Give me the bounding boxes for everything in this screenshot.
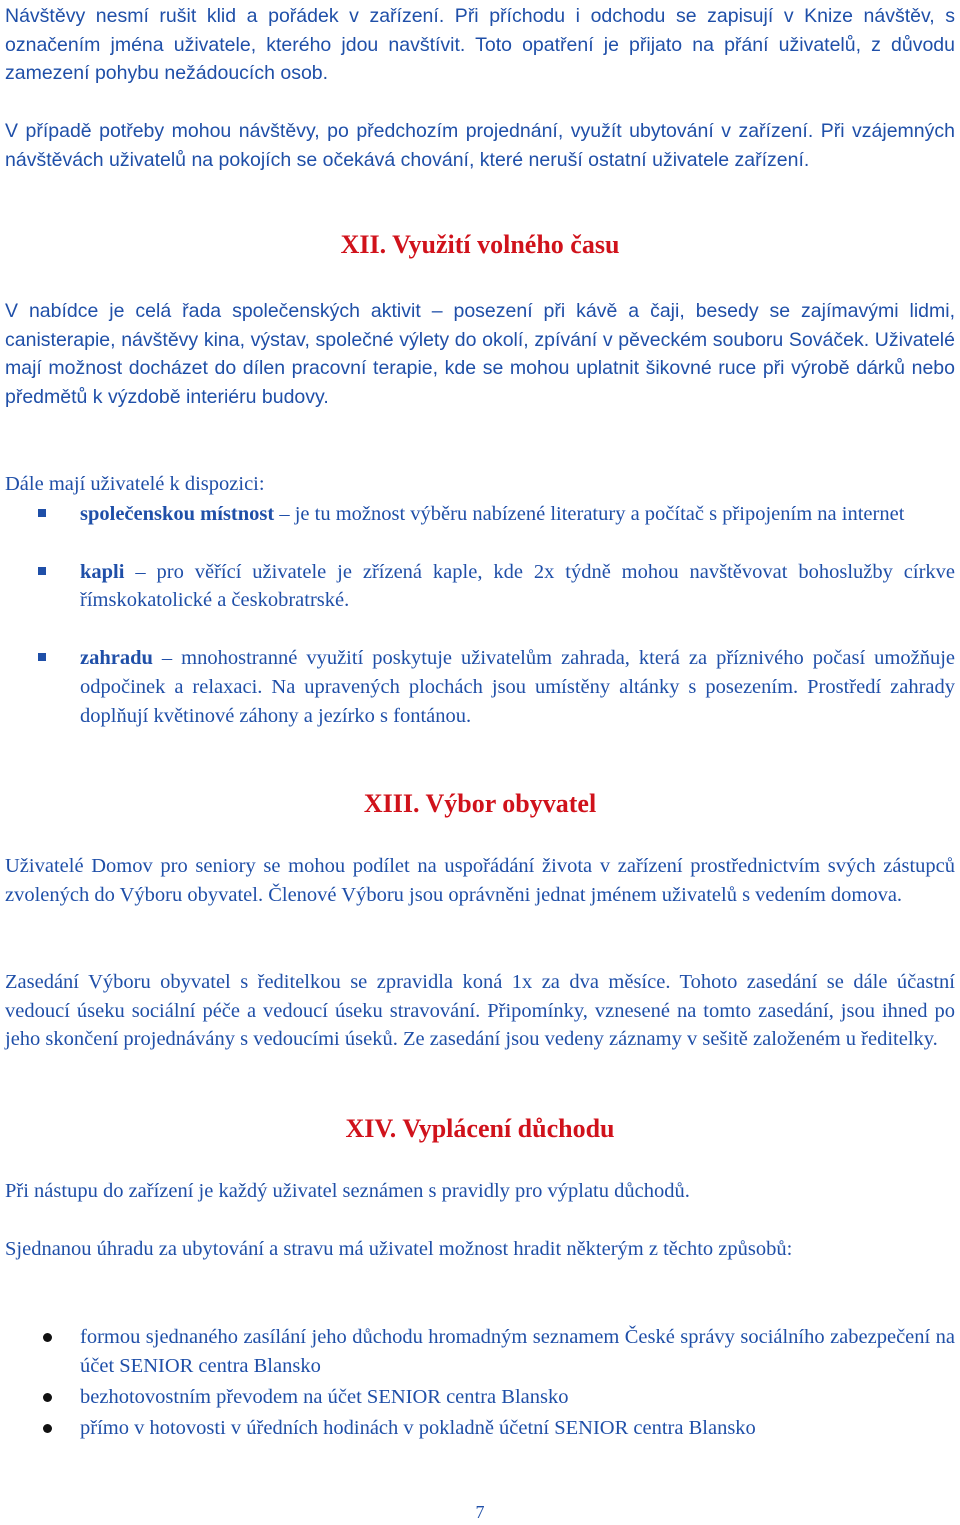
list-item — [5, 1383, 955, 1412]
list-item-text: bezhotovostním převodem na účet SENIOR centra Blansko — [80, 1386, 569, 1408]
square-bullet-icon — [38, 509, 46, 517]
list-item — [5, 558, 955, 615]
page-number: 7 — [475, 1502, 485, 1522]
list-item-text: – je tu možnost výběru nabízené literatury a počítač s připojením na internet — [279, 503, 905, 525]
section-heading-pension: XIV. Vyplácení důchodu — [345, 1114, 615, 1143]
section-heading-residents-committee: XIII. Výbor obyvatel — [363, 789, 597, 818]
list-item-term: kapli — [80, 560, 136, 583]
committee-paragraph-2: Zasedání Výboru obyvatel s ředitelkou se zpravidla koná 1x za dva měsíce. Tohoto zasedání se dále účastní vedoucí úseku sociální péče a vedoucí úseku stravování. Připomínky, vznesené na tomto zasedání, jsou ihned po jeho skončení projednávány s vedoucími úseků. Ze zasedání jsou vedeny záznamy v sešitě založeném u ředitelky. — [5, 971, 955, 1051]
bullet-dot-icon — [43, 1424, 52, 1433]
intro-paragraph-visits: Návštěvy nesmí rušit klid a pořádek v zařízení. Při příchodu i odchodu se zapisují v Knize návštěv, s označením jména uživatele, kterého jdou navštívit. Toto opatření je přijato na přání uživatelů, z důvodu zamezení pohybu nežádoucích osob. — [5, 5, 955, 85]
bullet-dot-icon — [43, 1393, 52, 1402]
list-item-text: – mnohostranné využití poskytuje uživatelům zahrada, která za příznivého počasí umožňuje odpočinek a relaxaci. Na upravených plochách jsou umístěny altánky s posezením. Prostředí zahrady doplňují květinové záhony a jezírko s fontánou. — [80, 647, 955, 727]
intro-paragraph-accommodation: V případě potřeby mohou návštěvy, po předchozím projednání, využít ubytování v zařízení. Při vzájemných návštěvách uživatelů na pokojích se očekává chování, které neruší ostatní uživatele zařízení. — [5, 120, 955, 171]
pension-paragraph-1: Při nástupu do zařízení je každý uživatel seznámen s pravidly pro výplatu důchodů. — [5, 1180, 690, 1202]
list-item-text: formou sjednaného zasílání jeho důchodu hromadným seznamem České správy sociálního zabezpečení na účet SENIOR centra Blansko — [80, 1326, 955, 1377]
list-item-term: zahradu — [80, 647, 162, 670]
committee-paragraph-1: Uživatelé Domov pro seniory se mohou podílet na uspořádání života v zařízení prostřednictvím svých zástupců zvolených do Výboru obyvatel. Členové Výboru jsou oprávněni jednat jménem uživatelů s vedením domova. — [5, 855, 955, 906]
section-heading-leisure: XII. Využití volného času — [340, 230, 620, 259]
list-item — [5, 1323, 955, 1381]
list-item — [5, 1414, 955, 1443]
list-item-text: – pro věřící uživatele je zřízená kaple, kde 2x týdně mohou navštěvovat bohoslužby církve římskokatolické a českobratrské. — [80, 560, 955, 612]
list-item — [5, 644, 955, 730]
leisure-paragraph: V nabídce je celá řada společenských aktivit – posezení při kávě a čaji, besedy se zajímavými lidmi, canisterapie, návštěvy kina, výstav, společné výlety do okolí, zpívání v pěveckém souboru Sováček. Uživatelé mají možnost docházet do dílen pracovní terapie, kde se mohou uplatnit šikovné ruce při výrobě dárků nebo předmětů k výzdobě interiéru budovy. — [5, 300, 955, 409]
list-item — [5, 500, 955, 529]
payment-methods-list — [5, 1323, 955, 1443]
list-item-text: přímo v hotovosti v úředních hodinách v pokladně účetní SENIOR centra Blansko — [80, 1417, 756, 1439]
pension-paragraph-2: Sjednanou úhradu za ubytování a stravu má uživatel možnost hradit některým z těchto způsobů: — [5, 1238, 793, 1260]
square-bullet-icon — [38, 653, 46, 661]
square-bullet-icon — [38, 567, 46, 575]
facilities-list-intro: Dále mají uživatelé k dispozici: — [5, 473, 265, 495]
list-item-term: společenskou místnost — [80, 503, 280, 525]
facilities-list — [5, 500, 955, 730]
bullet-dot-icon — [43, 1333, 52, 1342]
